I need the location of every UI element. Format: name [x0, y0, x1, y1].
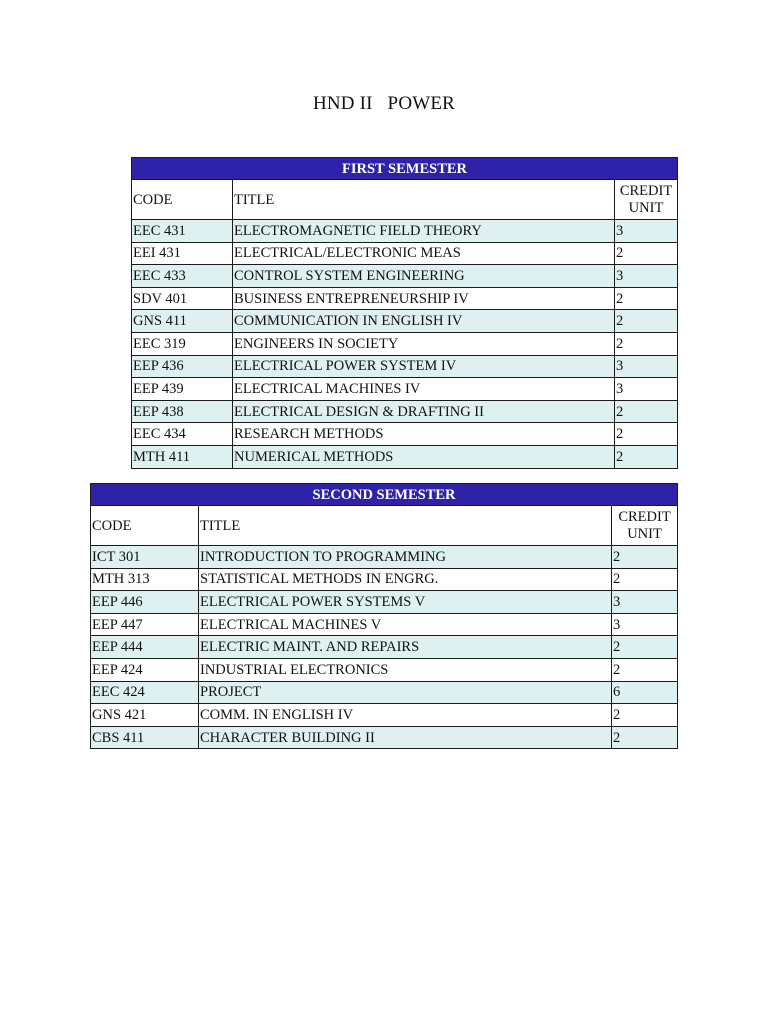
- course-code-cell: EEP 446: [91, 591, 199, 614]
- table-row: [132, 287, 678, 310]
- course-title-cell: ELECTRIC MAINT. AND REPAIRS: [199, 636, 612, 659]
- column-header-row: [91, 506, 678, 546]
- course-title-cell: INDUSTRIAL ELECTRONICS: [199, 658, 612, 681]
- course-code-cell: GNS 411: [132, 310, 233, 333]
- course-code-cell: EEP 439: [132, 378, 233, 401]
- course-title-cell: RESEARCH METHODS: [233, 423, 615, 446]
- credit-unit-cell: 3: [615, 265, 678, 288]
- credit-unit-cell: 2: [612, 546, 678, 569]
- course-code-cell: EEC 431: [132, 220, 233, 243]
- course-code-cell: EEP 444: [91, 636, 199, 659]
- course-title-cell: ELECTRICAL DESIGN & DRAFTING II: [233, 400, 615, 423]
- second-semester-heading: SECOND SEMESTER: [91, 484, 678, 506]
- table-row: [132, 332, 678, 355]
- credit-unit-column-header: [615, 180, 678, 220]
- table-row: [132, 242, 678, 265]
- table-row: [132, 400, 678, 423]
- table-row: [91, 704, 678, 727]
- credit-unit-cell: 2: [612, 658, 678, 681]
- table-row: [132, 265, 678, 288]
- credit-header-line: CREDIT: [618, 508, 671, 525]
- credit-unit-cell: 2: [615, 423, 678, 446]
- course-title-cell: INTRODUCTION TO PROGRAMMING: [199, 546, 612, 569]
- course-code-cell: EEC 424: [91, 681, 199, 704]
- table-row: [91, 681, 678, 704]
- course-code-cell: GNS 421: [91, 704, 199, 727]
- table-row: [91, 568, 678, 591]
- credit-unit-cell: 2: [615, 242, 678, 265]
- table-row: [132, 310, 678, 333]
- course-title-cell: BUSINESS ENTREPRENEURSHIP IV: [233, 287, 615, 310]
- credit-unit-cell: 2: [615, 287, 678, 310]
- course-code-cell: EEI 431: [132, 242, 233, 265]
- unit-header-line: UNIT: [627, 525, 662, 542]
- credit-unit-cell: 3: [615, 355, 678, 378]
- course-title-cell: ELECTRICAL POWER SYSTEMS V: [199, 591, 612, 614]
- table-row: [132, 355, 678, 378]
- title-column-header: TITLE: [233, 180, 615, 220]
- credit-unit-cell: 2: [615, 332, 678, 355]
- course-title-cell: ELECTRICAL MACHINES V: [199, 613, 612, 636]
- table-row: [91, 726, 678, 749]
- course-title-cell: COMM. IN ENGLISH IV: [199, 704, 612, 727]
- first-semester-table: [131, 157, 678, 469]
- credit-unit-cell: 2: [615, 310, 678, 333]
- course-title-cell: ELECTROMAGNETIC FIELD THEORY: [233, 220, 615, 243]
- credit-unit-column-header: [612, 506, 678, 546]
- course-title-cell: ELECTRICAL MACHINES IV: [233, 378, 615, 401]
- table-row: [91, 613, 678, 636]
- second-semester-body: [91, 506, 678, 749]
- credit-unit-cell: 2: [615, 445, 678, 468]
- first-semester-heading: FIRST SEMESTER: [132, 158, 678, 180]
- table-row: [91, 636, 678, 659]
- table-row: [91, 591, 678, 614]
- first-semester-body: [132, 180, 678, 469]
- course-code-cell: EEP 447: [91, 613, 199, 636]
- course-code-cell: MTH 313: [91, 568, 199, 591]
- course-code-cell: MTH 411: [132, 445, 233, 468]
- credit-unit-cell: 6: [612, 681, 678, 704]
- course-title-cell: CHARACTER BUILDING II: [199, 726, 612, 749]
- course-title-cell: ENGINEERS IN SOCIETY: [233, 332, 615, 355]
- course-code-cell: EEC 433: [132, 265, 233, 288]
- course-title-cell: ELECTRICAL POWER SYSTEM IV: [233, 355, 615, 378]
- credit-unit-cell: 3: [612, 591, 678, 614]
- course-title-cell: NUMERICAL METHODS: [233, 445, 615, 468]
- credit-unit-cell: 2: [612, 704, 678, 727]
- course-code-cell: EEC 319: [132, 332, 233, 355]
- credit-unit-cell: 2: [612, 636, 678, 659]
- credit-unit-cell: 2: [612, 726, 678, 749]
- table-row: [132, 445, 678, 468]
- table-row: [132, 378, 678, 401]
- course-code-cell: EEP 436: [132, 355, 233, 378]
- title-column-header: TITLE: [199, 506, 612, 546]
- table-row: [91, 658, 678, 681]
- course-code-cell: EEP 424: [91, 658, 199, 681]
- course-code-cell: CBS 411: [91, 726, 199, 749]
- page-title: HND II POWER: [312, 93, 456, 114]
- course-title-cell: PROJECT: [199, 681, 612, 704]
- course-title-cell: CONTROL SYSTEM ENGINEERING: [233, 265, 615, 288]
- credit-unit-cell: 3: [615, 378, 678, 401]
- credit-unit-cell: 2: [612, 568, 678, 591]
- course-title-cell: ELECTRICAL/ELECTRONIC MEAS: [233, 242, 615, 265]
- table-row: [132, 423, 678, 446]
- table-row: [91, 546, 678, 569]
- credit-header-line: CREDIT: [619, 182, 673, 199]
- second-semester-table: [90, 483, 678, 749]
- column-header-row: [132, 180, 678, 220]
- unit-header-line: UNIT: [628, 199, 664, 216]
- course-code-cell: ICT 301: [91, 546, 199, 569]
- credit-unit-cell: 2: [615, 400, 678, 423]
- code-column-header: CODE: [91, 506, 199, 546]
- credit-unit-cell: 3: [615, 220, 678, 243]
- code-column-header: CODE: [132, 180, 233, 220]
- course-title-cell: STATISTICAL METHODS IN ENGRG.: [199, 568, 612, 591]
- credit-unit-cell: 3: [612, 613, 678, 636]
- course-code-cell: EEP 438: [132, 400, 233, 423]
- course-code-cell: SDV 401: [132, 287, 233, 310]
- course-title-cell: COMMUNICATION IN ENGLISH IV: [233, 310, 615, 333]
- table-row: [132, 220, 678, 243]
- course-code-cell: EEC 434: [132, 423, 233, 446]
